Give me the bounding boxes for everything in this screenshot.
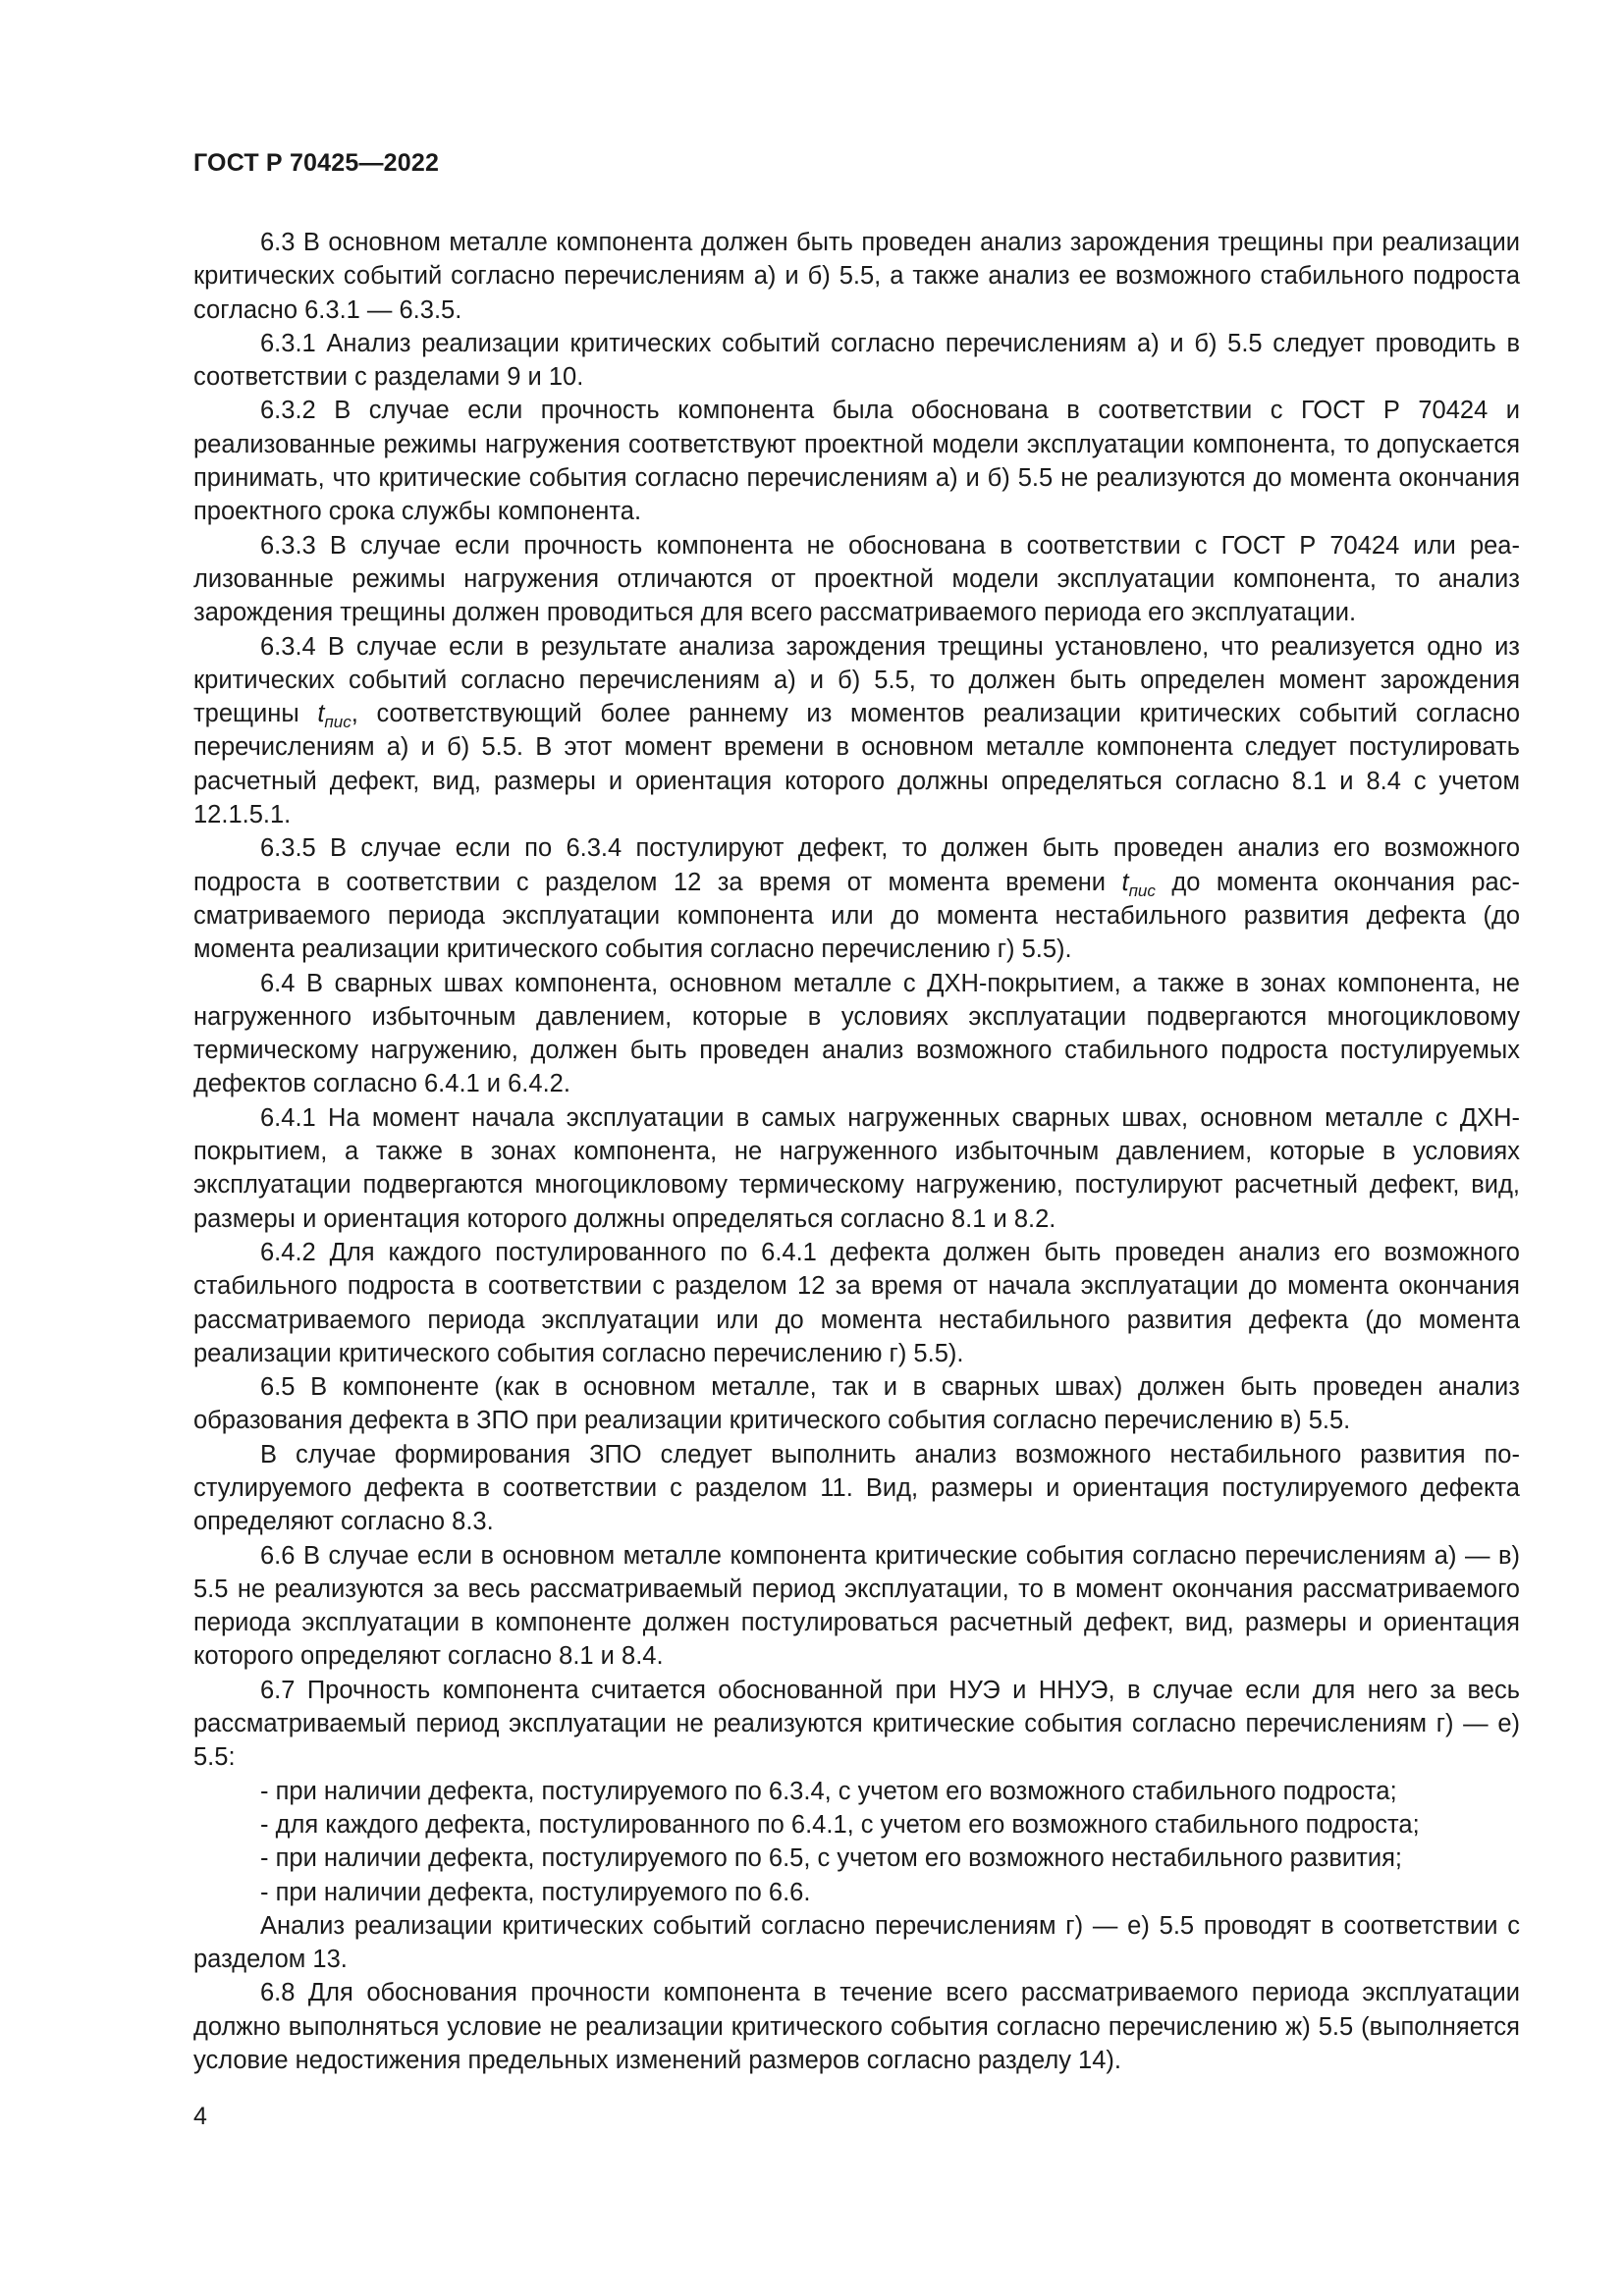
document-header: ГОСТ Р 70425—2022 [193,149,440,177]
paragraph-6-3-1: 6.3.1 Анализ реализации критических событий согласно перечислениям а) и б) 5.5 следует проводить в соответствии с разделами 9 и 10. [193,329,1520,392]
paragraph-6-8: 6.8 Для обоснования прочности компонента в течение всего рассматриваемого периода эксплуатации должно выполняться условие не реализации критического события согласно перечислению ж) 5.5 (выполняется условие недостижения предельных изменений размеров согласно разделу 14). [193,1979,1520,2075]
paragraph-6-4-2: 6.4.2 Для каждого постулированного по 6.4.1 дефекта должен быть проведен анализ его возможного стабильного подроста в соответствии с разделом 12 за время от начала эксплуатации до момента окончания рассматриваемого периода эксплуатации или до момента нестабильного развития дефекта (до момента реализации критического события согласно перечислению г) 5.5). [193,1238,1520,1367]
document-body [193,226,1520,2077]
paragraph-6-7-analysis: Анализ реализации критических событий согласно перечислениям г) — е) 5.5 проводят в соответствии с разделом 13. [193,1911,1520,1974]
paragraph-6-3-5 [193,831,1520,966]
paragraph-6-3-5-text-end: до момента окончания рассматриваемого периода эксплуатации компонента или до момента нестабильного развития дефекта (до момента реализации критического события согласно перечислению г) 5.5). [193,868,1520,964]
paragraph-6-7: 6.7 Прочность компонента считается обоснованной при НУЭ и ННУЭ, в случае если для него за весь рассматриваемый период эксплуатации не реализуются критические события согласно перечислениям г) — е) 5.5: [193,1676,1520,1772]
paragraph-6-3: 6.3 В основном металле компонента должен быть проведен анализ зарождения трещины при реализации критических событий согласно перечислениям а) и б) 5.5, а также анализ ее возможного стабильного подроста согласно 6.3.1 — 6.3.5. [193,229,1520,324]
paragraph-6-3-3: 6.3.3 В случае если прочность компонента не обоснована в соответствии с ГОСТ Р 70424 или реализованные режимы нагружения отличаются от проектной модели эксплуатации компонента, то анализ зарождения трещины должен проводиться для всего рассматриваемого периода его эксплуатации. [193,531,1520,627]
paragraph-6-3-4-text-start: 6.3.4 В случае если в результате анализа зарождения трещины установлено, что реализуется одно из критических событий согласно перечислениям а) и б) 5.5, то должен быть определен момент зарождения трещины [193,632,1520,728]
list-item: - для каждого дефекта, постулированного по 6.4.1, с учетом его возможного стабильного подроста; [260,1810,1420,1839]
t-symbol-subscript: пис [324,713,352,732]
paragraph-6-3-2: 6.3.2 В случае если прочность компонента была обоснована в соответствии с ГОСТ Р 70424 и реализованные режимы нагружения соответствуют проектной модели эксплуатации компонента, то допускается принимать, что критические события согласно перечислениям а) и б) 5.5 не реализуются до момента окончания проектного срока службы компонента. [193,397,1520,526]
list-item: - при наличии дефекта, постулируемого по 6.6. [260,1878,811,1906]
paragraph-6-4-1: 6.4.1 На момент начала эксплуатации в самых нагруженных сварных швах, основном металле с ДХН-покрытием, а также в зонах компонента, не нагруженного избыточным давлением, которые в условиях эксплуатации подвергаются многоцикловому термическому нагружению, постулируют расчетный дефект, вид, размеры и ориентация которого должны определяться согласно 8.1 и 8.2. [193,1103,1520,1233]
t-symbol-main: t [1121,868,1129,896]
paragraph-6-5-zpo: В случае формирования ЗПО следует выполнить анализ возможного нестабильного развития постулируемого дефекта в соответствии с разделом 11. Вид, размеры и ориентация постулируемого дефекта определяют согласно 8.3. [193,1440,1520,1536]
paragraph-6-3-5-text-start: 6.3.5 В случае если по 6.3.4 постулируют дефект, то должен быть проведен анализ его возможного подроста в соответствии с разделом 12 за время от момента времени [193,834,1520,896]
t-symbol-main: t [317,700,325,728]
paragraph-6-4: 6.4 В сварных швах компонента, основном металле с ДХН-покрытием, а также в зонах компонента, не нагруженного избыточным давлением, которые в условиях эксплуатации подвергаются многоцикловому термическому нагружению, должен быть проведен анализ возможного стабильного подроста постулируемых дефектов согласно 6.4.1 и 6.4.2. [193,969,1520,1098]
paragraph-6-5: 6.5 В компоненте (как в основном металле, так и в сварных швах) должен быть проведен анализ образования дефекта в ЗПО при реализации критического события согласно перечислению в) 5.5. [193,1373,1520,1435]
paragraph-6-3-4-text-end: , соответствующий более раннему из моментов реализации критических событий согласно перечислениям а) и б) 5.5. В этот момент времени в основном металле компонента следует постулировать расчетный дефект, вид, размеры и ориентация которого должны определяться согласно 8.1 и 8.4 с учетом 12.1.5.1. [193,700,1521,829]
t-nuc-symbol [317,700,352,732]
page-number: 4 [193,2103,207,2130]
paragraph-6-3-4 [193,630,1520,832]
list-item: - при наличии дефекта, постулируемого по 6.5, с учетом его возможного нестабильного развития; [260,1844,1402,1873]
t-nuc-symbol [1121,868,1156,900]
list-item: - при наличии дефекта, постулируемого по 6.3.4, с учетом его возможного стабильного подроста; [260,1777,1397,1805]
t-symbol-subscript: пис [1128,881,1156,900]
paragraph-6-6: 6.6 В случае если в основном металле компонента критические события согласно перечислениям а) — в) 5.5 не реализуются за весь рассматриваемый период эксплуатации, то в момент окончания рассматриваемого периода эксплуатации в компоненте должен постулироваться расчетный дефект, вид, размеры и ориентация которого определяют согласно 8.1 и 8.4. [193,1541,1520,1671]
